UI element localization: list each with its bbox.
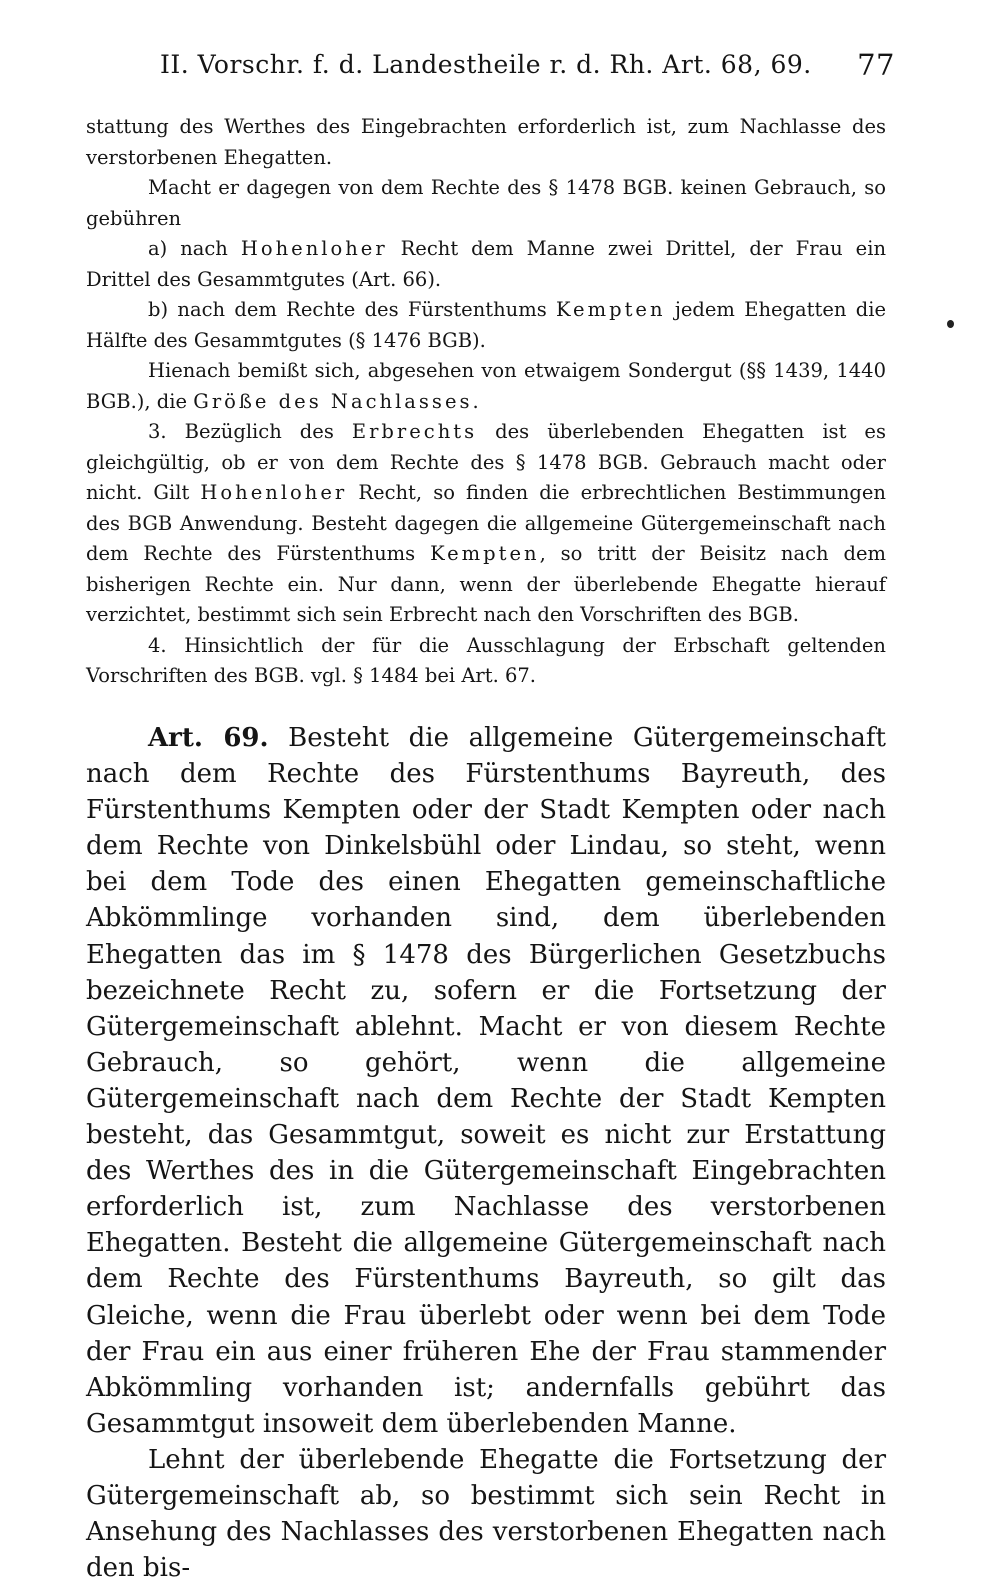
paragraph-text: , so tritt der Beisitz nach dem bisherigen Rechte ein. Nur dann, wenn der überlebende Ehegatte hierauf verzichtet, bestimmt sich sein Erbrecht nach den Vorschriften des BGB.	[86, 542, 886, 626]
spaced-term: Größe des Nachlasses	[193, 389, 473, 413]
commentary-item-a	[86, 234, 886, 295]
article-text: Besteht die allgemeine Gütergemeinschaft nach dem Rechte des Fürstenthums Bayreuth, des Fürstenthums Kempten oder der Stadt Kempten oder nach dem Rechte von Dinkelsbühl oder Lindau, so steht, wenn bei dem Tode des einen Ehegatten gemeinschaftliche Abkömmlinge vorhanden sind, dem überlebenden Ehegatten das im § 1478 des Bürgerlichen Gesetzbuchs bezeichnete Recht zu, sofern er die Fortsetzung der Gütergemeinschaft ablehnt. Macht er von diesem Rechte Gebrauch, so gehört, wenn die allgemeine Gütergemeinschaft nach dem Rechte der Stadt Kempten besteht, das Gesammtgut, soweit es nicht zur Erstattung des Werthes des in die Gütergemeinschaft Eingebrachten erforderlich ist, zum Nachlasse des verstorbenen Ehegatten. Besteht die allgemeine Gütergemeinschaft nach dem Rechte des Fürstenthums Bayreuth, so gilt das Gleiche, wenn die Frau überlebt oder wenn bei dem Tode der Frau ein aus einer früheren Ehe der Frau stammender Abkömmling vorhanden ist; andernfalls gebührt das Gesammtgut insoweit dem überlebenden Manne.	[86, 723, 886, 1439]
commentary-section	[86, 112, 886, 692]
ink-speck	[947, 320, 954, 328]
item-text: b) nach dem Rechte des Fürstenthums	[148, 298, 557, 321]
spaced-term: Hohenloher	[240, 237, 388, 260]
commentary-paragraph: Macht er dagegen von dem Rechte des § 1478 BGB. keinen Gebrauch, so gebühren	[86, 176, 886, 230]
commentary-paragraph: stattung des Werthes des Eingebrachten erforderlich ist, zum Nachlasse des verstorbenen Ehegatten.	[86, 115, 886, 169]
paragraph-text: .	[472, 389, 479, 413]
article-section	[86, 720, 886, 1586]
paragraph-text: Recht, so finden die erbrechtlichen Bestimmungen des BGB Anwendung. Besteht dagegen die allgemeine Gütergemeinschaft nach dem Rechte des Fürstenthums	[86, 481, 886, 565]
commentary-paragraph: 4. Hinsichtlich der für die Ausschlagung der Erbschaft geltenden Vorschriften des BGB. vgl. § 1484 bei Art. 67.	[86, 633, 886, 687]
commentary-paragraph	[86, 356, 886, 417]
article-paragraph: Lehnt der überlebende Ehegatte die Fortsetzung der Gütergemeinschaft ab, so bestimmt sich sein Recht in Ansehung des Nachlasses des verstorbenen Ehegatten nach den bis-	[86, 1444, 886, 1584]
paragraph-text: Hienach bemißt sich, abgesehen von etwaigem Sondergut (§§ 1439, 1440 BGB.), die	[86, 359, 886, 413]
item-text: Recht dem Manne zwei Drittel, der Frau ein Drittel des Gesammtgutes (Art. 66).	[86, 237, 887, 291]
paragraph-text: des überlebenden Ehegatten ist es gleichgültig, ob er von dem Rechte des § 1478 BGB. Gebrauch macht oder nicht. Gilt	[86, 420, 886, 504]
spaced-term: Erbrechts	[351, 420, 478, 443]
item-text: a) nach	[148, 237, 241, 260]
article-label: Art. 69.	[148, 723, 269, 753]
commentary-item-b	[86, 295, 886, 356]
paragraph-text: 3. Bezüglich des	[148, 420, 352, 443]
page-number: 77	[857, 48, 895, 82]
article-paragraph	[86, 720, 886, 1442]
item-text: jedem Ehegatten die Hälfte des Gesammtgutes (§ 1476 BGB).	[86, 298, 887, 352]
header-title: II. Vorschr. f. d. Landestheile r. d. Rh. Art. 68, 69.	[160, 50, 812, 79]
spaced-term: Kempten	[430, 542, 540, 565]
spaced-term: Kempten	[556, 298, 666, 321]
running-header	[160, 48, 895, 82]
spaced-term: Hohenloher	[200, 481, 348, 504]
commentary-paragraph	[86, 417, 886, 631]
